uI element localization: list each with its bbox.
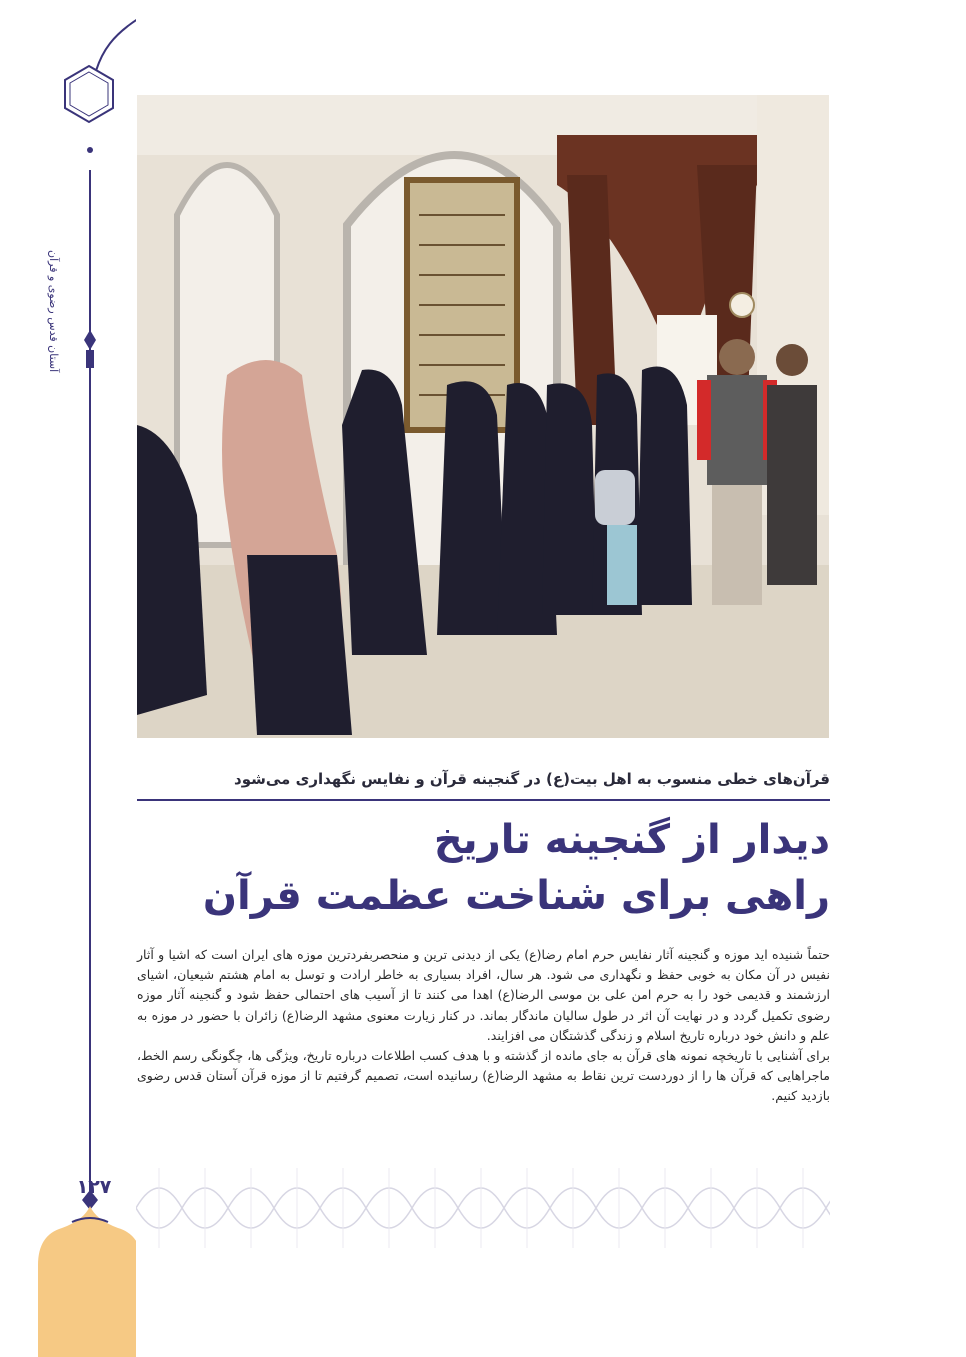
arabesque-pattern-graphic [136, 1168, 830, 1248]
title-line-2: راهی برای شناخت عظمت قرآن [202, 873, 830, 919]
margin-rule [89, 170, 91, 1200]
bottom-pattern [136, 1168, 830, 1248]
article-photo [137, 95, 829, 738]
title-line-1: دیدار از گنجینه تاریخ [433, 817, 830, 863]
side-caption: آستان قدس رضوی و قرآن [47, 250, 60, 373]
article-body [137, 945, 830, 1107]
page-number: ۱۲۷ [76, 1176, 112, 1198]
article-subhead: قرآن‌های خطی منسوب به اهل بیت(ع) در گنجینه قرآن و نفایس نگهداری می‌شود [234, 770, 830, 788]
body-paragraph-1: حتماً شنیده اید موزه و گنجینه آثار نفایس حرم امام رضا(ع) یکی از دیدنی ترین و منحصربفردترین موزه های ایران است که اشیا و آثار نفیس در آن مکان به خوبی حفظ و نگهداری می شود. هر سال، افراد بسیاری به خاطر ارادت و توسل به امام هشتم شیعیان، اشیای ارزشمند و قدیمی خود را به حرم امن علی بن موسی الرضا(ع) اهدا می کنند تا از آسیب های احتمالی حفظ شود و گنجینه آثار موزه رضوی تکمیل گردد و در نهایت آن اثر در طول سالیان ماندگار بماند. در کنار زیارت معنوی مشهد الرضا(ع) زائران با حضور در موزه به علم و دانش خود درباره تاریخ اسلام و زندگی گذشتگان می افزایند. [137, 947, 830, 1043]
heading-rule [137, 799, 830, 801]
photo-illustration [137, 95, 829, 738]
article-title [130, 812, 830, 924]
body-paragraph-2: برای آشنایی با تاریخچه نمونه های قرآن به جای مانده از گذشته و با هدف کسب اطلاعات درباره تاریخ، ویژگی ها، چگونگی رسم الخط، ماجراهایی که قرآن ها را از دوردست ترین نقاط به مشهد الرضا(ع) رسانیده است، تصمیم گرفتیم تا از موزه قرآن آستان قدس رضوی بازدید کنیم. [137, 1048, 830, 1104]
logo-icon [65, 66, 113, 122]
ornament-graphic [0, 0, 136, 1357]
page-margin-decoration [0, 0, 136, 1357]
